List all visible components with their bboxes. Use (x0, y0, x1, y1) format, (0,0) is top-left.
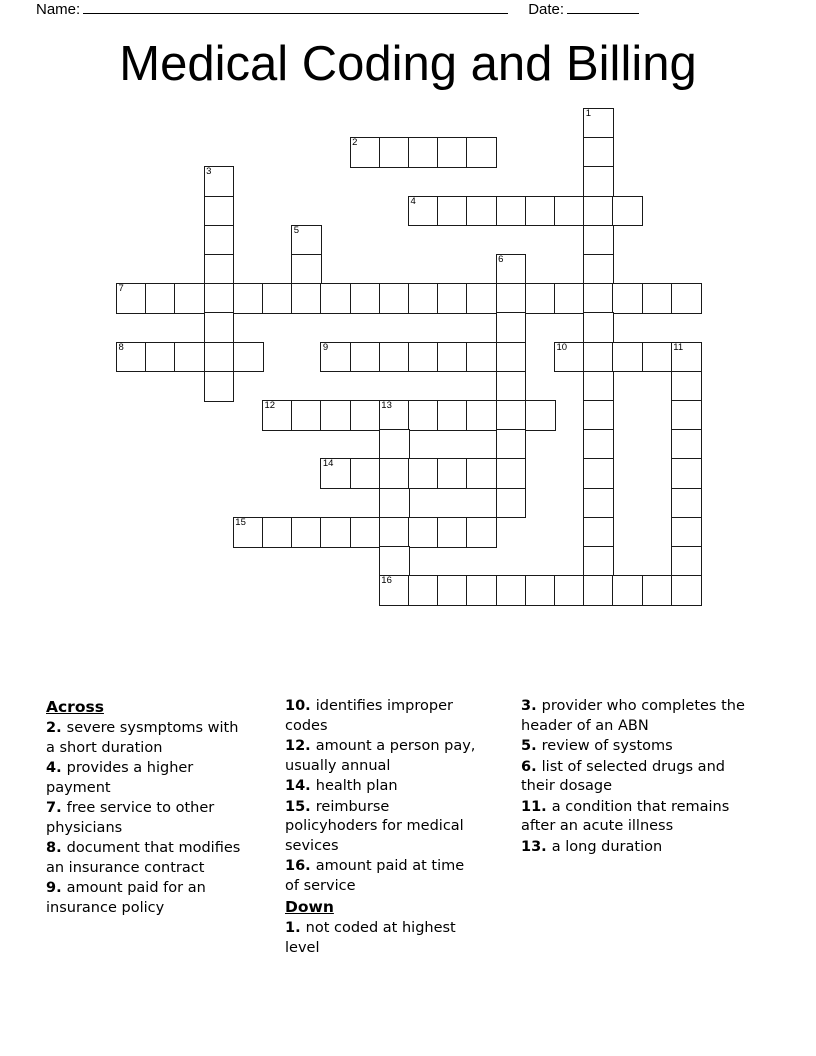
grid-cell-number: 13 (381, 400, 392, 411)
grid-cell[interactable] (496, 371, 527, 402)
grid-cell[interactable] (379, 342, 410, 373)
grid-cell-number: 11 (673, 341, 684, 353)
grid-cell[interactable] (379, 517, 410, 548)
grid-cell[interactable] (350, 517, 381, 548)
clue-text: amount a person pay, usually annual (285, 738, 476, 774)
clue-across-7 (46, 799, 241, 839)
grid-cell[interactable] (466, 342, 497, 373)
grid-cell[interactable] (496, 400, 527, 431)
grid-cell[interactable] (583, 371, 614, 402)
grid-cell[interactable] (204, 254, 235, 285)
clue-number: 1. (285, 920, 306, 936)
grid-cell[interactable] (525, 283, 556, 314)
clue-number: 8. (46, 840, 67, 856)
grid-cell[interactable] (496, 458, 527, 489)
grid-cell[interactable] (408, 137, 439, 168)
clue-number: 7. (46, 800, 67, 816)
grid-cell[interactable] (379, 283, 410, 314)
grid-cell[interactable] (496, 342, 527, 373)
grid-cell[interactable] (525, 400, 556, 431)
grid-cell[interactable] (583, 342, 614, 373)
clue-text: list of selected drugs and their dosage (521, 758, 725, 794)
grid-cell-number: 6 (498, 254, 504, 265)
grid-cell[interactable] (379, 546, 410, 577)
grid-cell[interactable] (291, 517, 322, 548)
grid-cell[interactable] (204, 371, 235, 402)
date-label: Date: (528, 1, 565, 18)
down-heading: Down (285, 898, 334, 916)
grid-cell[interactable] (554, 575, 585, 606)
grid-cell[interactable] (437, 283, 468, 314)
grid-cell[interactable] (583, 283, 614, 314)
clue-across-10 (285, 697, 481, 737)
grid-cell[interactable] (174, 283, 205, 314)
grid-cell[interactable] (437, 517, 468, 548)
grid-cell[interactable] (671, 283, 702, 314)
grid-cell[interactable] (583, 312, 614, 343)
grid-cell[interactable] (642, 342, 673, 373)
grid-cell[interactable] (204, 312, 235, 343)
grid-cell[interactable] (554, 283, 585, 314)
grid-cell[interactable] (671, 458, 702, 489)
grid-cell[interactable] (437, 458, 468, 489)
grid-cell-number: 5 (293, 224, 299, 236)
grid-cell[interactable] (642, 575, 673, 606)
grid-cell[interactable] (379, 458, 410, 489)
clue-down-5 (521, 737, 747, 758)
clue-number: 5. (521, 738, 542, 754)
clue-text: review of systoms (541, 738, 673, 754)
grid-cell[interactable] (525, 575, 556, 606)
clue-number: 3. (521, 698, 542, 714)
clue-down-1 (285, 919, 481, 959)
grid-cell[interactable] (174, 342, 205, 373)
grid-cell[interactable] (437, 575, 468, 606)
grid-cell[interactable] (525, 196, 556, 227)
clue-number: 6. (521, 758, 542, 775)
grid-cell[interactable] (350, 400, 381, 431)
grid-cell[interactable] (233, 342, 264, 373)
grid-cell[interactable] (116, 283, 147, 314)
grid-cell-number: 16 (381, 575, 392, 587)
grid-cell[interactable] (496, 312, 527, 343)
grid-cell[interactable] (466, 517, 497, 548)
grid-cell[interactable] (233, 283, 264, 314)
grid-cell[interactable] (145, 283, 176, 314)
grid-cell[interactable] (437, 137, 468, 168)
grid-cell[interactable] (583, 400, 614, 431)
grid-cell-number: 2 (352, 137, 358, 149)
grid-cell[interactable] (145, 342, 176, 373)
clue-down-3 (521, 697, 747, 737)
clue-text: free service to other physicians (46, 800, 215, 836)
clue-across-8 (46, 839, 241, 879)
name-label: Name: (36, 1, 81, 18)
grid-cell-number: 10 (556, 341, 568, 353)
grid-cell[interactable] (583, 488, 614, 519)
grid-cell[interactable] (466, 137, 497, 168)
clue-across-9 (46, 879, 241, 919)
grid-cell[interactable] (671, 488, 702, 519)
grid-cell[interactable] (204, 166, 235, 197)
grid-cell[interactable] (583, 546, 614, 577)
clue-text: health plan (315, 778, 398, 794)
clue-number: 12. (285, 738, 316, 754)
grid-cell[interactable] (291, 283, 322, 314)
grid-cell[interactable] (583, 166, 614, 197)
grid-cell[interactable] (437, 400, 468, 431)
grid-cell[interactable] (379, 400, 410, 431)
grid-cell[interactable] (350, 342, 381, 373)
grid-cell[interactable] (671, 400, 702, 431)
grid-cell-number: 9 (322, 341, 329, 353)
grid-cell[interactable] (233, 517, 264, 548)
grid-cell[interactable] (291, 400, 322, 431)
grid-cell[interactable] (408, 575, 439, 606)
grid-cell-number: 1 (585, 108, 591, 119)
grid-cell[interactable] (583, 225, 614, 256)
grid-cell[interactable] (437, 196, 468, 227)
grid-cell[interactable] (671, 517, 702, 548)
grid-cell[interactable] (671, 575, 702, 606)
clue-number: 11. (521, 798, 552, 815)
grid-cell[interactable] (496, 488, 527, 519)
grid-cell[interactable] (583, 429, 614, 460)
grid-cell[interactable] (671, 342, 702, 373)
grid-cell[interactable] (262, 517, 293, 548)
clue-across-16 (285, 857, 481, 897)
grid-cell[interactable] (291, 254, 322, 285)
grid-cell[interactable] (379, 137, 410, 168)
grid-cell[interactable] (408, 342, 439, 373)
clue-text: a condition that remains after an acute illness (521, 798, 730, 834)
clue-text: provider who completes the header of an ABN (521, 698, 745, 734)
grid-cell[interactable] (496, 283, 527, 314)
grid-cell[interactable] (379, 429, 410, 460)
grid-cell[interactable] (262, 283, 293, 314)
clue-across-15 (285, 798, 481, 858)
grid-cell[interactable] (116, 342, 147, 373)
grid-cell[interactable] (583, 254, 614, 285)
clue-number: 13. (521, 838, 552, 855)
grid-cell[interactable] (583, 458, 614, 489)
clue-number: 16. (285, 858, 316, 874)
grid-cell[interactable] (320, 342, 351, 373)
clue-across-4 (46, 759, 241, 799)
clue-across-12 (285, 737, 481, 777)
grid-cell[interactable] (350, 137, 381, 168)
grid-cell[interactable] (466, 575, 497, 606)
grid-cell[interactable] (612, 342, 643, 373)
clue-number: 2. (46, 720, 67, 736)
page-title: Medical Coding and Billing (119, 37, 697, 91)
clue-down-11 (521, 798, 747, 838)
grid-cell[interactable] (496, 429, 527, 460)
grid-cell-number: 3 (206, 166, 212, 178)
clue-number: 4. (46, 760, 67, 776)
grid-cell[interactable] (612, 575, 643, 606)
clue-number: 9. (46, 880, 67, 896)
grid-cell[interactable] (642, 283, 673, 314)
grid-cell[interactable] (408, 517, 439, 548)
clue-text: provides a higher payment (46, 760, 194, 796)
grid-cell-number: 4 (410, 195, 416, 207)
grid-cell[interactable] (320, 517, 351, 548)
grid-cell[interactable] (291, 225, 322, 256)
clue-down-6 (521, 758, 747, 798)
clue-section (0, 697, 816, 959)
grid-cell[interactable] (204, 342, 235, 373)
grid-cell[interactable] (671, 546, 702, 577)
grid-cell[interactable] (320, 458, 351, 489)
grid-cell[interactable] (496, 254, 527, 285)
clue-text: severe sysmptoms with a short duration (46, 720, 239, 756)
grid-cell[interactable] (379, 488, 410, 519)
grid-cell[interactable] (204, 283, 235, 314)
grid-cell[interactable] (379, 575, 410, 606)
clue-text: not coded at highest level (285, 920, 456, 956)
grid-cell[interactable] (671, 429, 702, 460)
grid-cell-number: 8 (118, 341, 124, 353)
grid-cell[interactable] (437, 342, 468, 373)
grid-cell[interactable] (554, 196, 585, 227)
clue-text: reimburse policyhoders for medical sevices (285, 798, 464, 854)
grid-cell[interactable] (612, 283, 643, 314)
grid-cell[interactable] (583, 137, 614, 168)
grid-cell[interactable] (466, 283, 497, 314)
grid-cell-number: 15 (235, 516, 246, 528)
grid-cell[interactable] (554, 342, 585, 373)
grid-cell[interactable] (496, 575, 527, 606)
grid-cell[interactable] (204, 225, 235, 256)
grid-cell[interactable] (583, 517, 614, 548)
grid-cell[interactable] (204, 196, 235, 227)
grid-cell[interactable] (262, 400, 293, 431)
grid-cell[interactable] (583, 575, 614, 606)
grid-cell[interactable] (408, 196, 439, 227)
grid-cell[interactable] (466, 196, 497, 227)
grid-cell[interactable] (466, 458, 497, 489)
clue-text: amount paid at time of service (285, 858, 465, 894)
grid-cell[interactable] (350, 283, 381, 314)
clue-column-2 (241, 697, 481, 959)
grid-cell-number: 14 (322, 458, 334, 470)
clue-across-14 (285, 777, 481, 798)
across-heading: Across (46, 698, 104, 716)
grid-cell-number: 7 (118, 283, 124, 295)
grid-cell[interactable] (612, 196, 643, 227)
grid-cell-number: 12 (264, 400, 276, 411)
clue-text: a long duration (551, 838, 663, 855)
clue-column-3 (481, 697, 771, 858)
grid-cell[interactable] (671, 371, 702, 402)
clue-number: 15. (285, 798, 316, 815)
grid-cell[interactable] (408, 283, 439, 314)
clue-number: 10. (285, 698, 316, 714)
clue-down-13 (521, 838, 747, 859)
clue-text: document that modifies an insurance contract (46, 840, 241, 876)
grid-cell[interactable] (320, 400, 351, 431)
clue-text: identifies improper codes (285, 698, 453, 734)
clue-text: amount paid for an insurance policy (46, 880, 206, 916)
clue-across-2 (46, 719, 241, 759)
grid-cell[interactable] (408, 400, 439, 431)
clue-column-1 (0, 697, 241, 919)
grid-cell[interactable] (496, 196, 527, 227)
grid-cell[interactable] (583, 196, 614, 227)
grid-cell[interactable] (583, 108, 614, 139)
grid-cell[interactable] (408, 458, 439, 489)
grid-cell[interactable] (466, 400, 497, 431)
clue-number: 14. (285, 778, 316, 794)
grid-cell[interactable] (320, 283, 351, 314)
grid-cell[interactable] (350, 458, 381, 489)
